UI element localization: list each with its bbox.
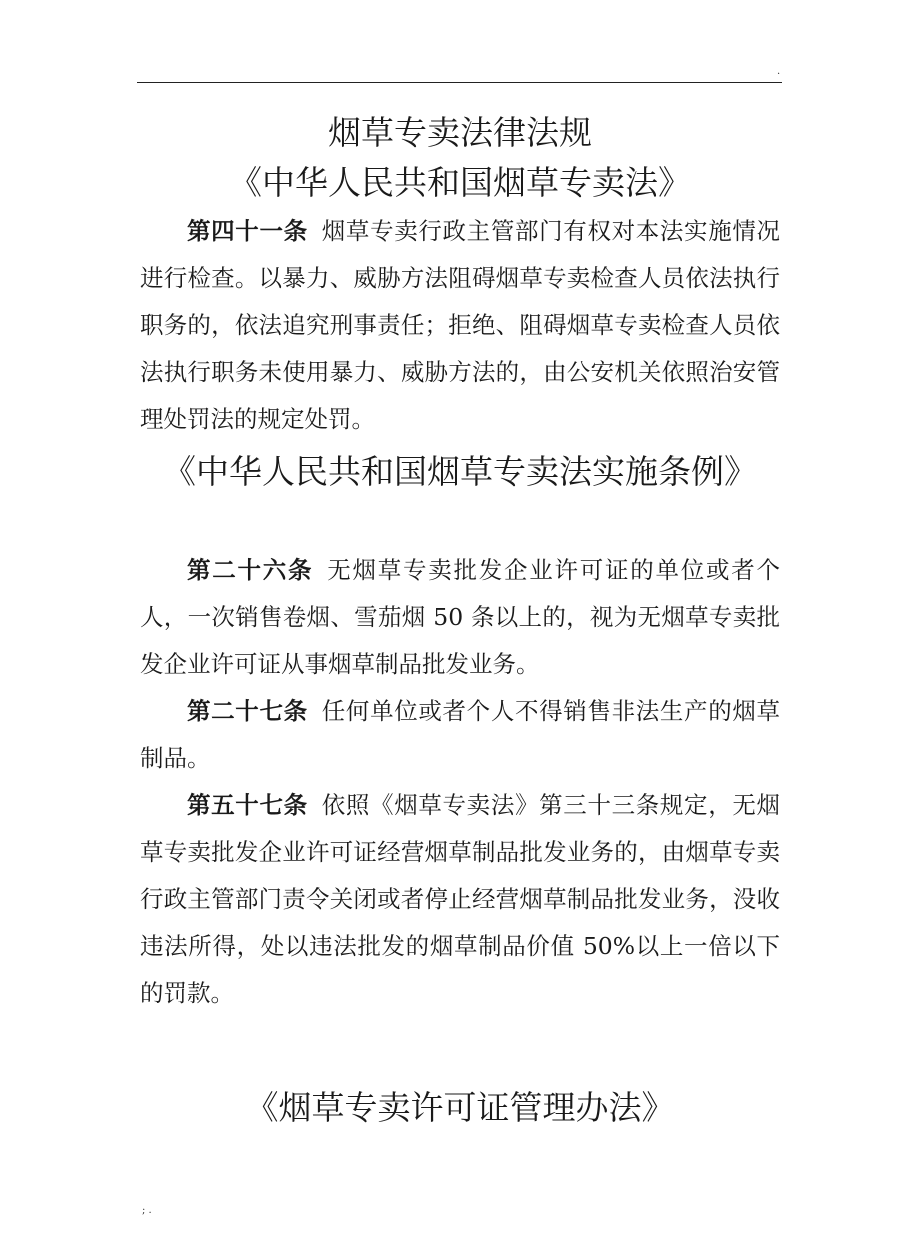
article-27: [140, 688, 780, 782]
main-title: 烟草专卖法律法规: [328, 113, 592, 152]
spacer: [140, 497, 780, 547]
law-title: 《中华人民共和国烟草专卖法》: [229, 163, 691, 202]
article-41: [140, 208, 780, 443]
article-57-text: 依照《烟草专卖法》第三十三条规定，无烟草专卖批发企业许可证经营烟草制品批发业务的，由烟草专卖行政主管部门责令关闭或者停止经营烟草制品批发业务，没收违法所得，处以违法批发的烟草制品价值 50%以上一倍以下的罚款。: [140, 791, 781, 1007]
spacer: [140, 1017, 780, 1083]
article-26-text: 无烟草专卖批发企业许可证的单位或者个人，一次销售卷烟、雪茄烟 50 条以上的，视为无烟草专卖批发企业许可证从事烟草制品批发业务。: [140, 556, 780, 678]
license-title: 《烟草专卖许可证管理办法》: [245, 1088, 675, 1127]
footer-dots: ; .: [142, 1205, 152, 1216]
article-57-number: 第五十七条: [187, 791, 308, 819]
article-27-text: 任何单位或者个人不得销售非法生产的烟草制品。: [140, 697, 781, 772]
document-body: [140, 108, 780, 1133]
article-26-number: 第二十六条: [187, 556, 314, 584]
article-57: [140, 782, 780, 1017]
article-41-text: 烟草专卖行政主管部门有权对本法实施情况进行检查。以暴力、威胁方法阻碍烟草专卖检查人员依法执行职务的，依法追究刑事责任；拒绝、阻碍烟草专卖检查人员依法执行职务未使用暴力、威胁方法的，由公安机关依照治安管理处罚法的规定处罚。: [140, 217, 781, 433]
header-dot: .: [777, 66, 781, 77]
regulation-title: 《中华人民共和国烟草专卖法实施条例》: [163, 452, 757, 491]
article-26: [140, 547, 780, 688]
header-rule: [137, 82, 782, 83]
article-41-number: 第四十一条: [187, 217, 308, 245]
article-27-number: 第二十七条: [187, 697, 308, 725]
